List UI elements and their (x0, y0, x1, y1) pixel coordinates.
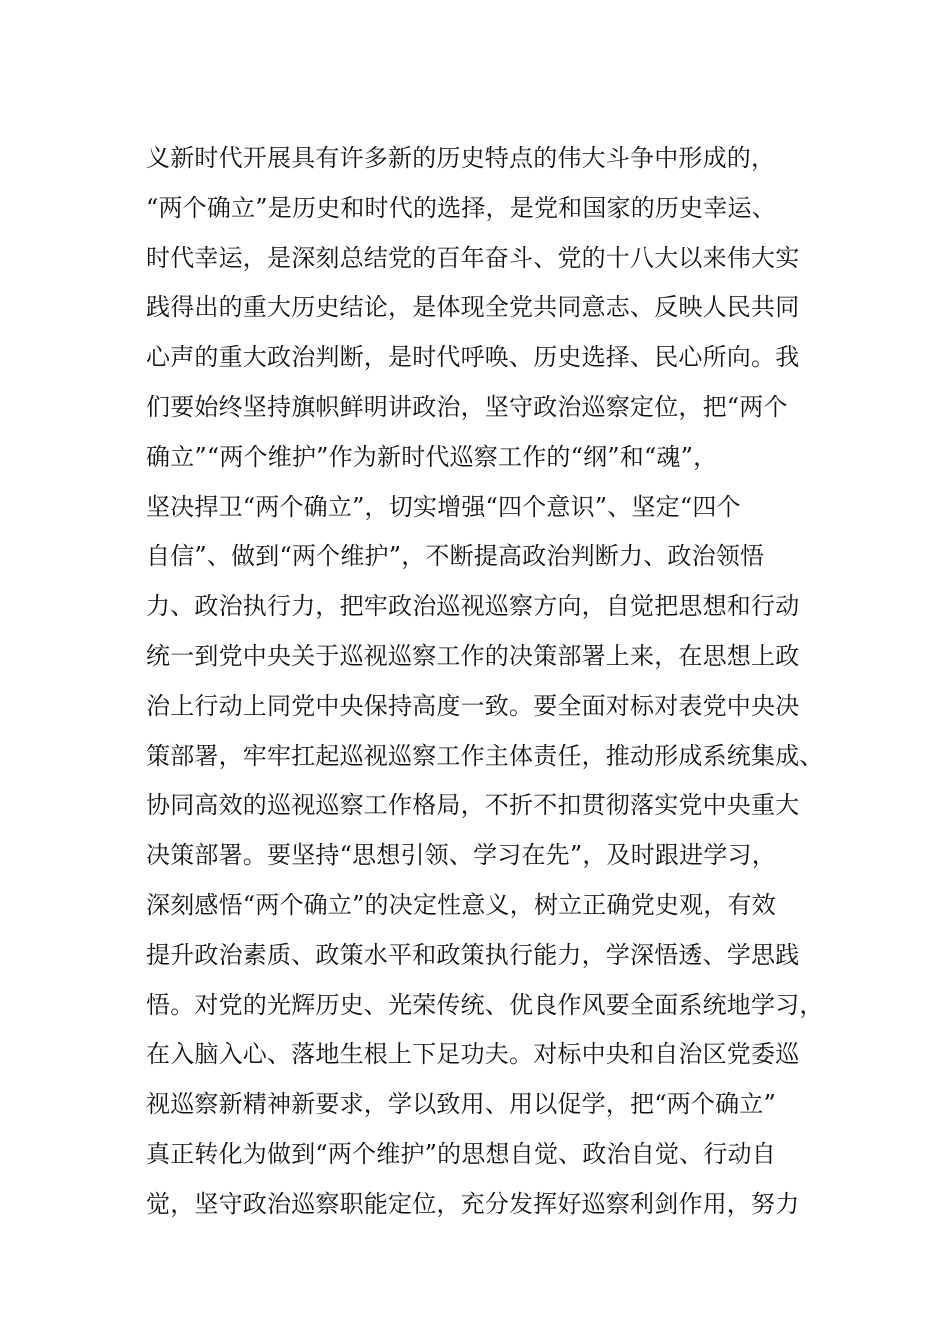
text-line-20: 视巡察新精神新要求，学以致用、用以促学，把“两个确立” (146, 1090, 776, 1119)
text-line-2: “两个确立”是历史和时代的选择，是党和国家的历史幸运、 (146, 193, 776, 222)
text-line-18: 悟。对党的光辉历史、光荣传统、优良作风要全面系统地学习， (146, 990, 824, 1019)
text-line-6: 们要始终坚持旗帜鲜明讲政治，坚守政治巡察定位，把“两个 (146, 392, 788, 421)
text-line-19: 在入脑入心、落地生根上下足功夫。对标中央和自治区党委巡 (146, 1040, 800, 1069)
text-line-3: 时代幸运，是深刻总结党的百年奋斗、党的十八大以来伟大实 (146, 243, 800, 272)
text-line-16: 深刻感悟“两个确立”的决定性意义，树立正确党史观，有效 (146, 890, 776, 919)
text-line-15: 决策部署。要坚持“思想引领、学习在先”，及时跟进学习， (146, 841, 776, 870)
text-line-22: 觉，坚守政治巡察职能定位，充分发挥好巡察利剑作用，努力 (146, 1189, 800, 1218)
text-line-10: 力、政治执行力，把牢政治巡视巡察方向，自觉把思想和行动 (146, 592, 800, 621)
text-line-5: 心声的重大政治判断，是时代呼唤、历史选择、民心所向。我 (146, 343, 800, 372)
text-line-21: 真正转化为做到“两个维护”的思想自觉、政治自觉、行动自 (146, 1139, 776, 1168)
text-line-4: 践得出的重大历史结论，是体现全党共同意志、反映人民共同 (146, 293, 800, 322)
text-line-8: 坚决捍卫“两个确立”，切实增强“四个意识”、坚定“四个 (146, 492, 741, 521)
text-line-1: 义新时代开展具有许多新的历史特点的伟大斗争中形成的， (146, 144, 776, 172)
text-line-14: 协同高效的巡视巡察工作格局，不折不扣贯彻落实党中央重大 (146, 791, 800, 820)
text-line-7: 确立”“两个维护”作为新时代巡察工作的“纲”和“魂”， (146, 442, 718, 471)
text-line-11: 统一到党中央关于巡视巡察工作的决策部署上来，在思想上政 (146, 641, 800, 670)
text-line-17: 提升政治素质、政策水平和政策执行能力，学深悟透、学思践 (146, 940, 800, 969)
body-paragraph (146, 134, 826, 1230)
text-line-12: 治上行动上同党中央保持高度一致。要全面对标对表党中央决 (146, 691, 800, 720)
text-line-9: 自信”、做到“两个维护”，不断提高政治判断力、政治领悟 (146, 542, 765, 571)
text-line-13: 策部署，牢牢扛起巡视巡察工作主体责任，推动形成系统集成、 (146, 741, 824, 770)
